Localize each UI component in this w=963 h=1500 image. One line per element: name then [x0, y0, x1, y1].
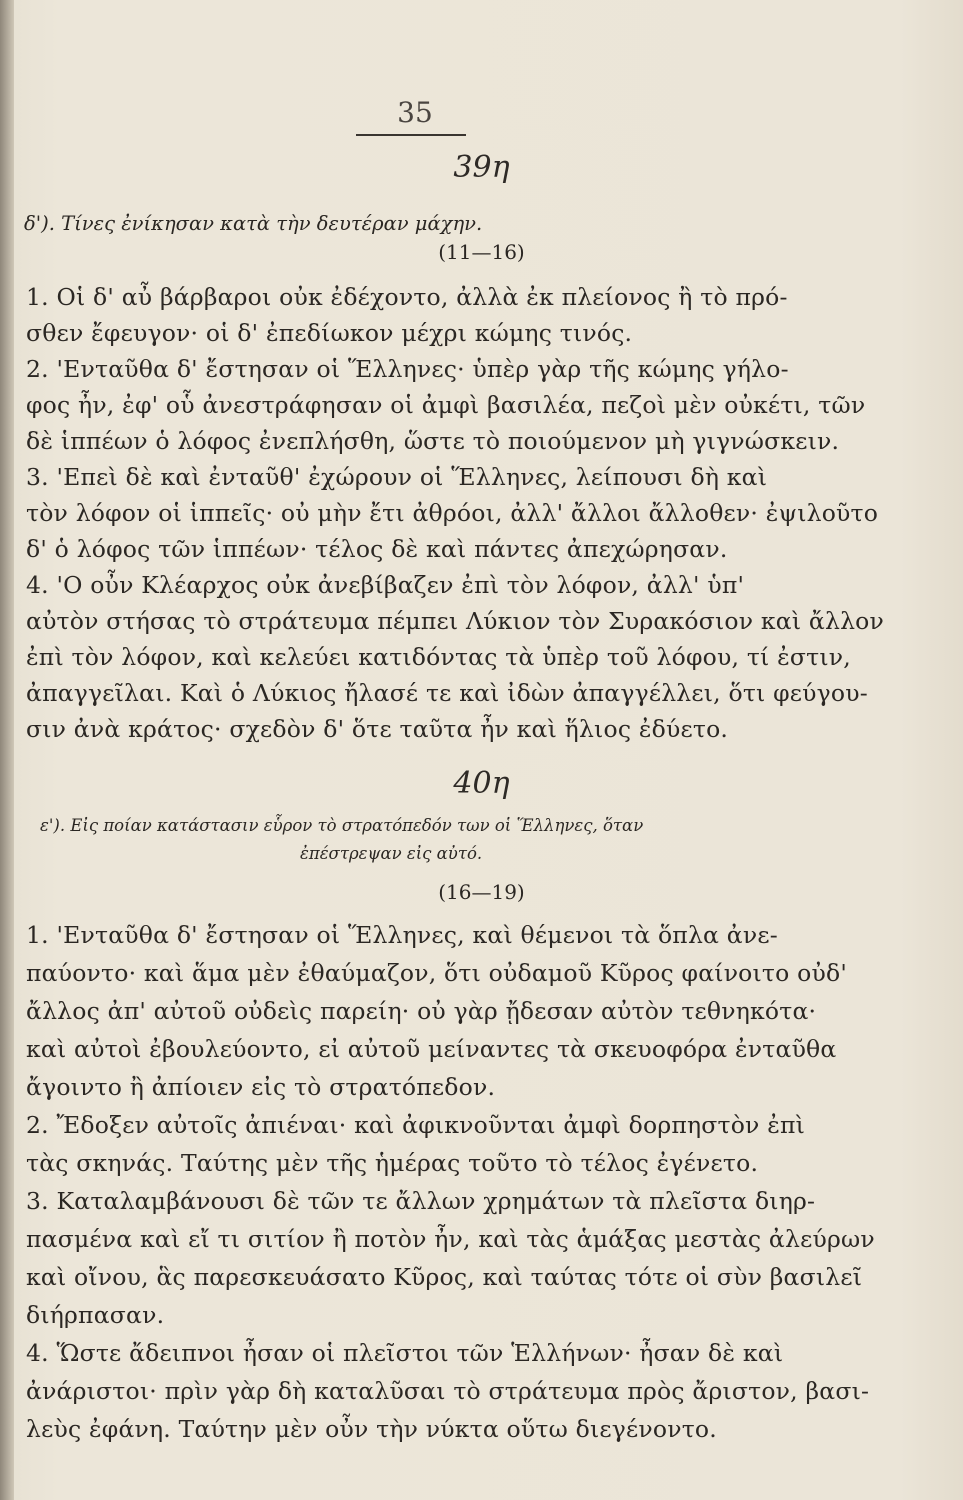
- text-line: σθεν ἔφευγον· οἱ δ' ἐπεδίωκον μέχρι κώμης τινός.: [26, 319, 633, 347]
- text-line: 1. Οἱ δ' αὖ βάρβαροι οὐκ ἐδέχοντο, ἀλλὰ ἐκ πλείονος ἢ τὸ πρό-: [26, 283, 788, 311]
- section-reference: (16—19): [438, 880, 525, 904]
- text-line: 2. Ἔδοξεν αὐτοῖς ἀπιέναι· καὶ ἀφικνοῦνται ἀμφὶ δορπηστὸν ἐπὶ: [26, 1111, 806, 1139]
- text-line: δὲ ἱππέων ὁ λόφος ἐνεπλήσθη, ὥστε τὸ ποιούμενον μὴ γιγνώσκειν.: [26, 427, 840, 455]
- chapter-number: 40η: [453, 766, 510, 801]
- text-line: 3. Καταλαμβάνουσι δὲ τῶν τε ἄλλων χρημάτων τὰ πλεῖστα διηρ-: [26, 1187, 816, 1215]
- section-reference: (11—16): [438, 240, 525, 264]
- text-line: 4. Ὥστε ἄδειπνοι ἦσαν οἱ πλεῖστοι τῶν Ἑλλήνων· ἦσαν δὲ καὶ: [26, 1339, 784, 1367]
- text-line: δ' ὁ λόφος τῶν ἱππέων· τέλος δὲ καὶ πάντες ἀπεχώρησαν.: [26, 535, 728, 563]
- text-line: ἄγοιντο ἢ ἀπίοιεν εἰς τὸ στρατόπεδον.: [26, 1073, 496, 1101]
- text-line: 3. 'Επεὶ δὲ καὶ ἐνταῦθ' ἐχώρουν οἱ Ἕλληνες, λείπουσι δὴ καὶ: [26, 463, 768, 491]
- text-line: ἀπαγγεῖλαι. Καὶ ὁ Λύκιος ἤλασέ τε καὶ ἰδὼν ἀπαγγέλλει, ὅτι φεύγου-: [26, 679, 868, 707]
- text-line: διήρπασαν.: [26, 1301, 165, 1329]
- text-line: φος ἦν, ἐφ' οὗ ἀνεστράφησαν οἱ ἀμφὶ βασιλέα, πεζοὶ μὲν οὐκέτι, τῶν: [26, 391, 866, 419]
- text-line: λεὺς ἐφάνη. Ταύτην μὲν οὖν τὴν νύκτα οὕτω διεγένοντο.: [26, 1415, 717, 1443]
- text-line: τὰς σκηνάς. Ταύτης μὲν τῆς ἡμέρας τοῦτο τὸ τέλος ἐγένετο.: [26, 1149, 759, 1177]
- text-line: αὐτὸν στήσας τὸ στράτευμα πέμπει Λύκιον τὸν Συρακόσιον καὶ ἄλλον: [26, 607, 885, 635]
- chapter-number: 39η: [453, 150, 510, 185]
- text-line: σιν ἀνὰ κράτος· σχεδὸν δ' ὅτε ταῦτα ἦν καὶ ἥλιος ἐδύετο.: [26, 715, 729, 743]
- text-line: καὶ οἴνου, ἃς παρεσκευάσατο Κῦρος, καὶ ταύτας τότε οἱ σὺν βασιλεῖ: [26, 1263, 863, 1291]
- page-number-rule: [356, 134, 466, 136]
- text-line: ἀνάριστοι· πρὶν γὰρ δὴ καταλῦσαι τὸ στράτευμα πρὸς ἄριστον, βασι-: [26, 1377, 870, 1405]
- binding-edge: [0, 0, 14, 1500]
- text-line: πασμένα καὶ εἴ τι σιτίον ἢ ποτὸν ἦν, καὶ τὰς ἁμάξας μεστὰς ἀλεύρων: [26, 1225, 875, 1253]
- text-line: ἄλλος ἀπ' αὐτοῦ οὐδεὶς παρείη· οὐ γὰρ ᾔδεσαν αὐτὸν τεθνηκότα·: [26, 997, 817, 1025]
- section-title: ἐπέστρεψαν εἰς αὐτό.: [300, 844, 483, 863]
- text-line: καὶ αὐτοὶ ἐβουλεύοντο, εἰ αὐτοῦ μείναντες τὰ σκευοφόρα ἐνταῦθα: [26, 1035, 837, 1063]
- page-number: 35: [397, 96, 433, 129]
- section-title: δ'). Τίνες ἐνίκησαν κατὰ τὴν δευτέραν μάχην.: [24, 212, 483, 235]
- text-line: παύοντο· καὶ ἅμα μὲν ἐθαύμαζον, ὅτι οὐδαμοῦ Κῦρος φαίνοιτο οὐδ': [26, 959, 847, 987]
- text-line: ἐπὶ τὸν λόφον, καὶ κελεύει κατιδόντας τὰ ὑπὲρ τοῦ λόφου, τί ἐστιν,: [26, 643, 851, 671]
- text-line: 1. 'Ενταῦθα δ' ἔστησαν οἱ Ἕλληνες, καὶ θέμενοι τὰ ὅπλα ἀνε-: [26, 921, 778, 949]
- text-line: 4. 'Ο οὖν Κλέαρχος οὐκ ἀνεβίβαζεν ἐπὶ τὸν λόφον, ἀλλ' ὑπ': [26, 571, 745, 599]
- text-line: 2. 'Ενταῦθα δ' ἔστησαν οἱ Ἕλληνες· ὑπὲρ γὰρ τῆς κώμης γήλο-: [26, 355, 789, 383]
- text-line: τὸν λόφον οἱ ἱππεῖς· οὐ μὴν ἔτι ἀθρόοι, ἀλλ' ἄλλοι ἄλλοθεν· ἐψιλοῦτο: [26, 499, 879, 527]
- section-title: ε'). Εἰς ποίαν κατάστασιν εὗρον τὸ στρατόπεδόν των οἱ Ἕλληνες, ὅταν: [40, 816, 644, 835]
